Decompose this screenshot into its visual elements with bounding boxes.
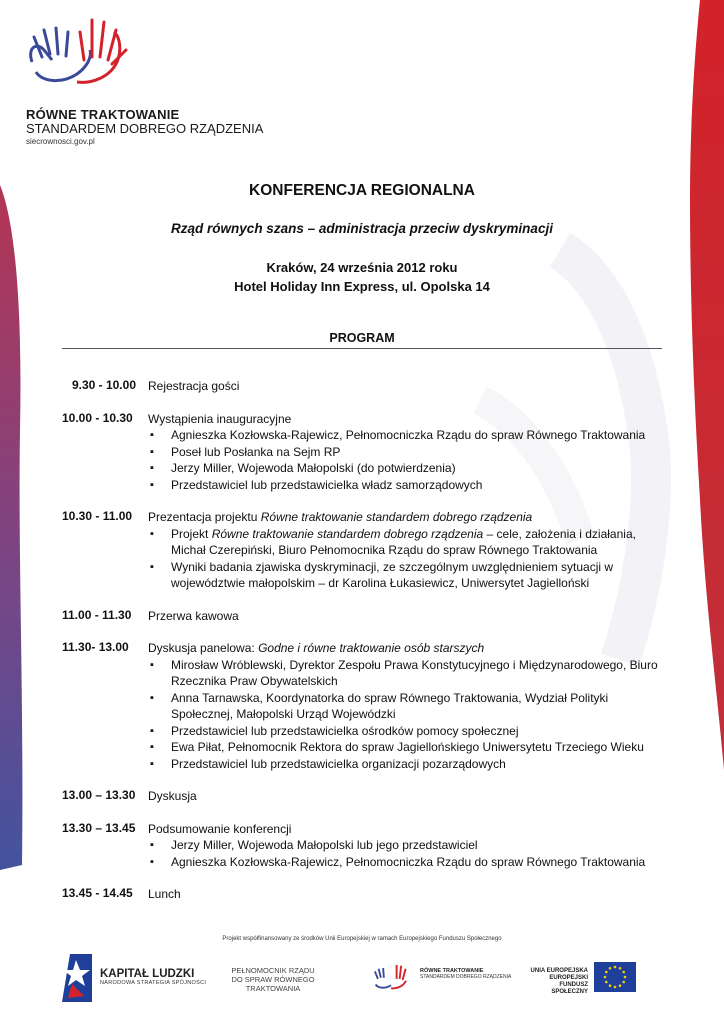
agenda-slot — [0, 608, 724, 625]
list-item: ▪ Projekt Równe traktowanie standardem dobrego rządzenia – cele, założenia i działania, Michał Czerepiński, Biuro Pełnomocnika Rządu do spraw Równego Traktowania — [148, 526, 668, 559]
list-item: ▪ Anna Tarnawska, Koordynatorka do spraw Równego Traktowania, Wydział Polityki Społecznej, Małopolski Urząd Wojewódzki — [148, 690, 668, 723]
slot-title — [148, 640, 668, 657]
ue-line1: UNIA EUROPEJSKA — [530, 968, 588, 974]
list-item: ▪ Ewa Piłat, Pełnomocnik Rektora do spraw Jagiellońskiego Uniwersytetu Trzeciego Wieku — [148, 739, 668, 756]
pel-line1: PEŁNOMOCNIK RZĄDU — [231, 966, 315, 975]
list-item: ▪ Mirosław Wróblewski, Dyrektor Zespołu Prawa Konstytucyjnego i Międzynarodowego, Biuro Rzecznika Praw Obywatelskich — [148, 657, 668, 690]
panel-topic: Godne i równe traktowanie osób starszych — [258, 641, 485, 655]
footer-logos — [0, 950, 724, 1010]
list-item: ▪ Poseł lub Posłanka na Sejm RP — [148, 444, 668, 461]
date-line: Kraków, 24 września 2012 roku — [266, 260, 458, 275]
agenda-slot — [0, 509, 724, 592]
venue-line: Hotel Holiday Inn Express, ul. Opolska 14 — [234, 279, 490, 294]
slot-time: 13.30 – 13.45 — [62, 820, 136, 835]
slot-title-prefix: Prezentacja projektu — [148, 510, 261, 524]
slot-time: 9.30 - 10.00 — [71, 378, 136, 392]
slot-time: 13.45 - 14.45 — [62, 886, 133, 900]
agenda — [0, 378, 724, 919]
ue-line3: FUNDUSZ SPOŁECZNY — [551, 982, 588, 995]
slot-title-prefix: Dyskusja panelowa: — [148, 641, 259, 655]
brand-title: RÓWNE TRAKTOWANIE — [26, 107, 180, 122]
project-name: Równe traktowanie standardem dobrego rządzenia — [260, 510, 533, 524]
list-item: ▪ Agnieszka Kozłowska-Rajewicz, Pełnomocniczka Rządu do spraw Równego Traktowania — [148, 854, 668, 871]
agenda-slot — [0, 411, 724, 494]
rt-line1: RÓWNE TRAKTOWANIE — [420, 968, 484, 974]
list-item: ▪ Wyniki badania zjawiska dyskryminacji, ze szczególnym uwzględnieniem sytuacji w województwie małopolskim – dr Karolina Łukasiewicz, Uniwersytet Jagielloński — [148, 559, 668, 592]
slot-title: Lunch — [148, 887, 181, 901]
brand-block — [26, 108, 263, 146]
hands-logo — [22, 12, 132, 92]
pelnomocnik-logo — [218, 966, 328, 993]
slot-time: 11.30- 13.00 — [62, 640, 129, 654]
conference-subtitle: Rząd równych szans – administracja przeciw dyskryminacji — [171, 221, 553, 236]
date-location — [0, 258, 724, 296]
list-item: ▪ Agnieszka Kozłowska-Rajewicz, Pełnomocniczka Rządu do spraw Równego Traktowania — [148, 427, 668, 444]
funding-note: Projekt współfinansowany ze środków Unii Europejskiej w ramach Europejskiego Funduszu Społecznego — [222, 936, 502, 942]
agenda-slot — [0, 788, 724, 805]
agenda-slot — [0, 640, 724, 772]
rowne-traktowanie-logo-small — [420, 968, 511, 980]
slot-time: 10.30 - 11.00 — [62, 509, 133, 523]
list-item: ▪ Przedstawiciel lub przedstawicielka władz samorządowych — [148, 477, 668, 494]
ue-line2: EUROPEJSKI — [549, 975, 588, 981]
slot-title: Dyskusja — [148, 789, 197, 803]
slot-title: Wystąpienia inauguracyjne — [148, 411, 292, 426]
slot-title: Podsumowanie konferencji — [148, 821, 292, 836]
list-item: ▪ Jerzy Miller, Wojewoda Małopolski lub jego przedstawiciel — [148, 837, 668, 854]
divider — [62, 348, 662, 349]
list-item: ▪ Przedstawiciel lub przedstawicielka organizacji pozarządowych — [148, 756, 668, 773]
brand-website: siecrownosci.gov.pl — [26, 136, 95, 146]
slot-time: 10.00 - 10.30 — [62, 410, 133, 425]
ue-text — [524, 968, 588, 996]
kl-subtitle: NARODOWA STRATEGIA SPÓJNOŚCI — [100, 980, 207, 986]
page-title: KONFERENCJA REGIONALNA — [249, 182, 475, 199]
pel-line2: DO SPRAW RÓWNEGO TRAKTOWANIA — [231, 975, 315, 993]
agenda-slot — [0, 886, 724, 903]
list-item: ▪ Jerzy Miller, Wojewoda Małopolski (do potwierdzenia) — [148, 460, 668, 477]
program-heading: PROGRAM — [329, 331, 395, 345]
eu-flag-icon — [594, 962, 636, 992]
slot-time: 11.00 - 11.30 — [62, 607, 132, 622]
agenda-slot — [0, 378, 724, 395]
list-item: ▪ Przedstawiciel lub przedstawicielka ośrodków pomocy społecznej — [148, 723, 668, 740]
slot-title: Przerwa kawowa — [148, 608, 239, 623]
brand-subtitle: STANDARDEM DOBREGO RZĄDZENIA — [26, 121, 264, 137]
kapital-ludzki-icon — [62, 954, 92, 1002]
slot-time: 13.00 – 13.30 — [62, 788, 136, 802]
agenda-slot — [0, 821, 724, 871]
hands-logo-small — [370, 962, 412, 992]
kapital-ludzki-logo — [100, 968, 206, 986]
slot-title — [148, 509, 668, 526]
kl-title: KAPITAŁ LUDZKI — [100, 968, 195, 980]
slot-title: Rejestracja gości — [148, 379, 240, 393]
rt-line2: STANDARDEM DOBREGO RZĄDZENIA — [420, 974, 512, 980]
